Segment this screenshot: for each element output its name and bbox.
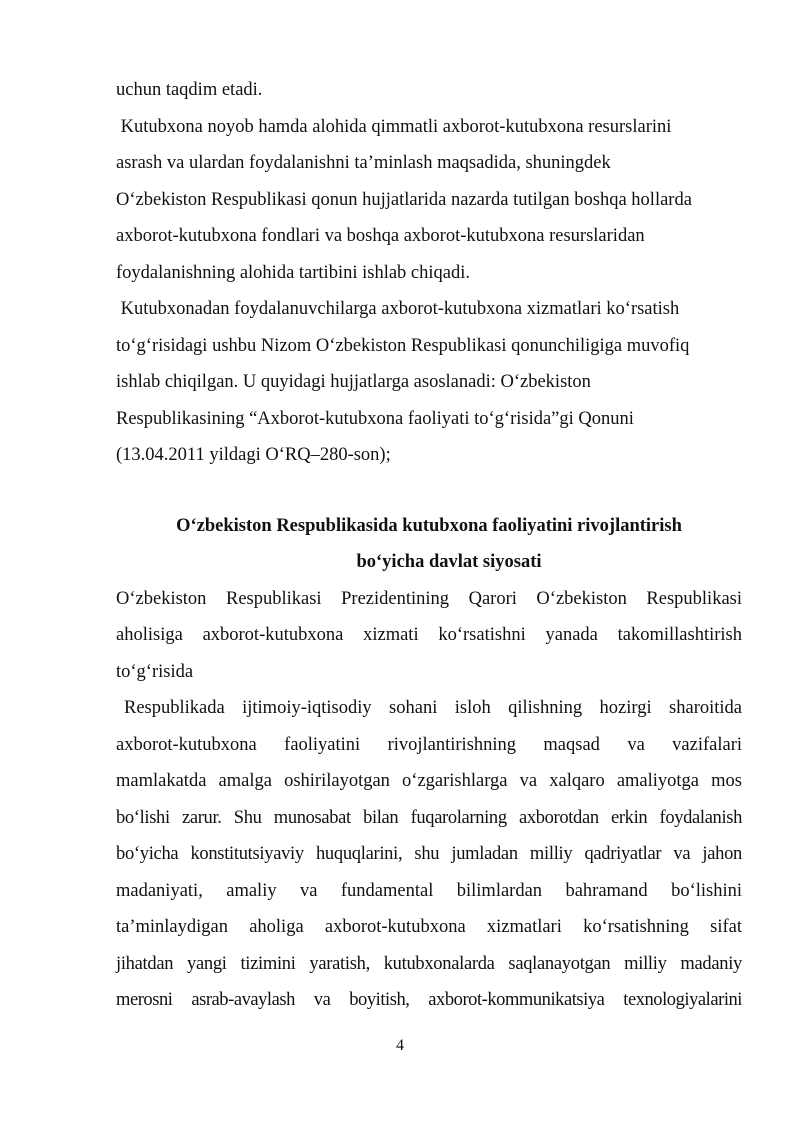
text-line: to‘g‘risidagi ushbu Nizom O‘zbekiston Respublikasi qonunchiligiga muvofiq [116,335,690,356]
text-line: Respublikasining “Axborot-kutubxona faoliyati to‘g‘risida”gi Qonuni [116,408,634,429]
text-line: O‘zbekiston Respublikasi Prezidentining Qarori O‘zbekiston Respublikasi [116,588,742,609]
text-line: Respublikada ijtimoiy-iqtisodiy sohani isloh qilishning hozirgi sharoitida [124,698,742,718]
text-line: O‘zbekiston Respublikasi qonun hujjatlarida nazarda tutilgan boshqa hollarda [116,189,692,210]
text-line: jihatdan yangi tizimini yaratish, kutubxonalarda saqlanayotgan milliy madaniy [116,953,742,974]
document-page [116,72,742,1019]
text-line: bo‘yicha konstitutsiyaviy huquqlarini, shu jumladan milliy qadriyatlar va jahon [116,844,742,864]
text-line: mamlakatda amalga oshirilayotgan o‘zgarishlarga va xalqaro amaliyotga mos [116,771,742,791]
text-line: (13.04.2011 yildagi O‘RQ–280-son); [116,445,391,465]
text-line: merosni asrab-avaylash va boyitish, axborot-kommunikatsiya texnologiyalarini [116,990,742,1010]
intro-paragraph [116,72,742,474]
section-title-line-2: bo‘yicha davlat siyosati [356,552,542,572]
section-heading [116,508,742,581]
text-line: uchun taqdim etadi. [116,80,263,100]
text-line: axborot-kutubxona faoliyatini rivojlantirishning maqsad va vazifalari [116,734,742,755]
text-line: Kutubxonadan foydalanuvchilarga axborot-kutubxona xizmatlari ko‘rsatish [116,299,680,319]
text-line: aholisiga axborot-kutubxona xizmati ko‘rsatishni yanada takomillashtirish [116,625,742,645]
text-line: foydalanishning alohida tartibini ishlab chiqadi. [116,262,470,283]
section-title-line-1: O‘zbekiston Respublikasida kutubxona faoliyatini rivojlantirish [176,515,682,536]
text-line: ta’minlaydigan aholiga axborot-kutubxona xizmatlari ko‘rsatishning sifat [116,917,742,937]
body-paragraph [116,581,742,1019]
page-number: 4 [396,1037,404,1054]
spacer [116,474,742,508]
text-line: axborot-kutubxona fondlari va boshqa axborot-kutubxona resurslaridan [116,226,645,246]
text-line: asrash va ulardan foydalanishni ta’minlash maqsadida, shuningdek [116,153,611,173]
text-line: ishlab chiqilgan. U quyidagi hujjatlarga asoslanadi: O‘zbekiston [116,372,591,392]
text-line: Kutubxona noyob hamda alohida qimmatli axborot-kutubxona resurslarini [116,116,672,137]
text-line: bo‘lishi zarur. Shu munosabat bilan fuqarolarning axborotdan erkin foydalanish [116,807,742,828]
text-line: to‘g‘risida [116,661,194,682]
text-line: madaniyati, amaliy va fundamental bilimlardan bahramand bo‘lishini [116,880,742,901]
